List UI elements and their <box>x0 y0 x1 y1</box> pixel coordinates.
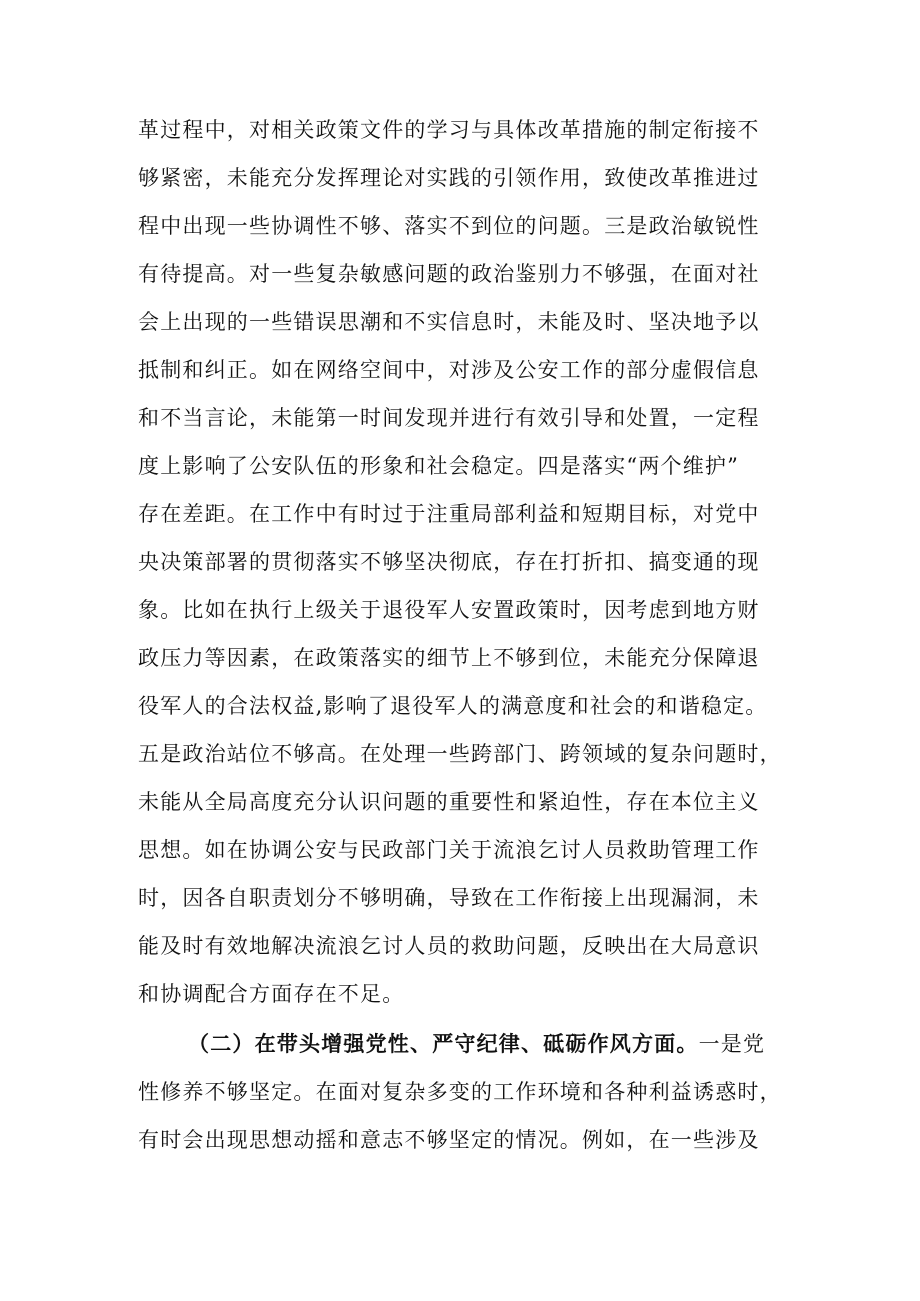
text-line-5: 会上出现的一些错误思潮和不实信息时，未能及时、坚决地予以 <box>138 310 760 334</box>
text-line-9: 存在差距。在工作中有时过于注重局部利益和短期目标，对党中 <box>138 502 760 526</box>
text-line-11: 象。比如在执行上级关于退役军人安置政策时，因考虑到地方财 <box>138 598 760 622</box>
text-line-3: 程中出现一些协调性不够、落实不到位的问题。三是政治敏锐性 <box>138 214 760 238</box>
text-line-15: 未能从全局高度充分认识问题的重要性和紧迫性，存在本位主义 <box>138 790 760 814</box>
text-line-4: 有待提高。对一些复杂敏感问题的政治鉴别力不够强，在面对社 <box>138 262 760 286</box>
text-line-10: 央决策部署的贯彻落实不够坚决彻底，存在打折扣、搞变通的现 <box>138 550 760 574</box>
section-heading-line <box>188 1032 765 1056</box>
text-line-7: 和不当言论，未能第一时间发现并进行有效引导和处置，一定程 <box>138 406 760 430</box>
text-line-13: 役军人的合法权益,影响了退役军人的满意度和社会的和谐稳定。 <box>138 694 768 718</box>
text-line-17: 时，因各自职责划分不够明确，导致在工作衔接上出现漏洞，未 <box>138 886 760 910</box>
section-first-line-rest: 一是党 <box>698 1032 766 1056</box>
text-line-8: 度上影响了公安队伍的形象和社会稳定。四是落实“两个维护” <box>138 454 740 478</box>
text-line-16: 思想。如在协调公安与民政部门关于流浪乞讨人员救助管理工作 <box>138 838 760 862</box>
text-line-19: 和协调配合方面存在不足。 <box>138 982 405 1006</box>
text-line-12: 政压力等因素，在政策落实的细节上不够到位，未能充分保障退 <box>138 646 760 670</box>
text-line-2: 够紧密，未能充分发挥理论对实践的引领作用，致使改革推进过 <box>138 166 760 190</box>
text-line-18: 能及时有效地解决流浪乞讨人员的救助问题，反映出在大局意识 <box>138 934 760 958</box>
section-line-1: 性修养不够坚定。在面对复杂多变的工作环境和各种利益诱惑时， <box>138 1080 782 1104</box>
section-line-2: 有时会出现思想动摇和意志不够坚定的情况。例如，在一些涉及 <box>138 1128 760 1152</box>
text-line-1: 革过程中，对相关政策文件的学习与具体改革措施的制定衔接不 <box>138 118 760 142</box>
section-heading: （二）在带头增强党性、严守纪律、砥砺作风方面。 <box>188 1032 699 1056</box>
text-line-14: 五是政治站位不够高。在处理一些跨部门、跨领域的复杂问题时， <box>138 742 782 766</box>
text-line-6: 抵制和纠正。如在网络空间中，对涉及公安工作的部分虚假信息 <box>138 358 760 382</box>
